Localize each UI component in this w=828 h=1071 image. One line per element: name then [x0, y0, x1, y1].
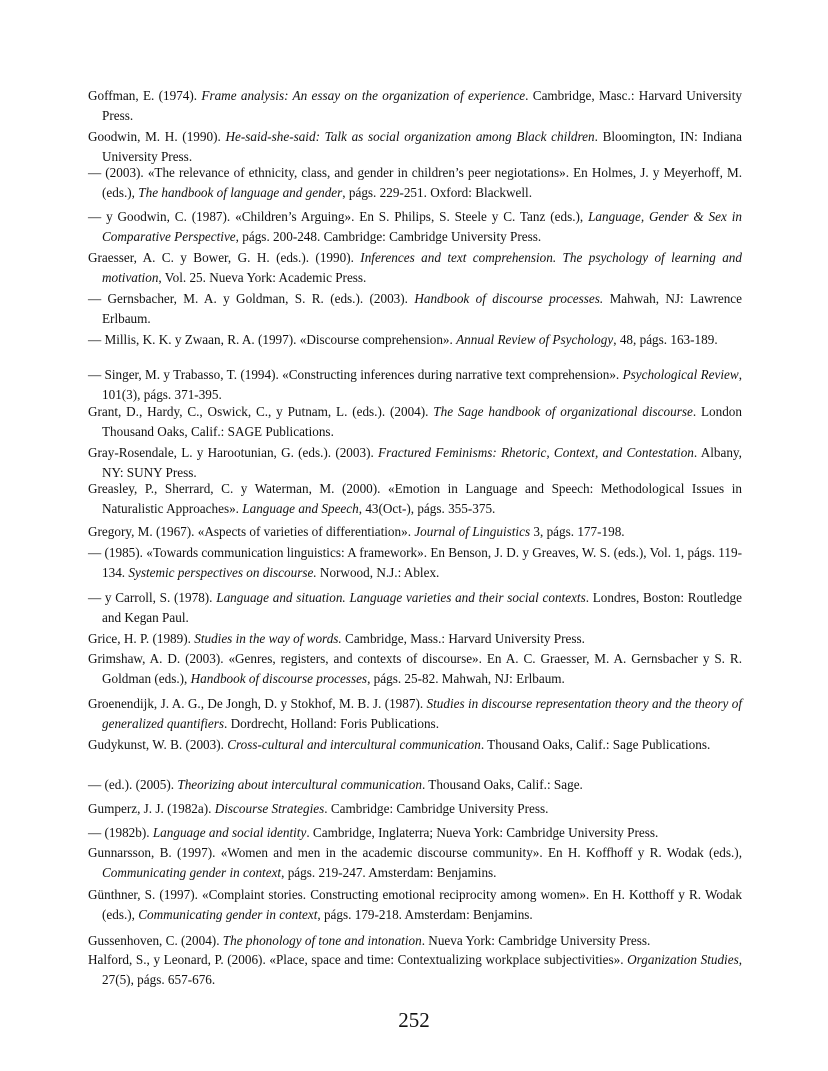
reference-entry: [88, 248, 742, 288]
reference-title: Communicating gender in context: [102, 865, 282, 880]
reference-entry: [88, 649, 742, 689]
reference-entry: [88, 694, 742, 734]
reference-entry: [88, 543, 742, 583]
reference-title: Annual Review of Psychology: [456, 332, 614, 347]
reference-entry: [88, 799, 742, 819]
reference-text: . Bloomington, IN: Indiana University Press.: [102, 129, 743, 164]
reference-title: Frame analysis: An essay on the organization of experience: [201, 88, 526, 103]
reference-entry: [88, 127, 742, 167]
reference-text: — Gernsbacher, M. A. y Goldman, S. R. (eds.). (2003).: [88, 291, 415, 306]
reference-text: Halford, S., y Leonard, P. (2006). «Place, space and time: Contextualizing workplace subjectivities».: [88, 952, 628, 967]
reference-text: . Cambridge: Cambridge University Press.: [324, 801, 549, 816]
page-number: 252: [398, 1008, 430, 1032]
reference-text: , 27(5), págs. 657-676.: [102, 952, 742, 987]
reference-title: He-said-she-said: Talk as social organization among Black children: [225, 129, 595, 144]
reference-title: Inferences and text comprehension. The psychology of learning and motivation: [102, 250, 742, 285]
reference-entry: [88, 207, 742, 247]
reference-entry: [88, 163, 742, 203]
reference-text: . Dordrecht, Holland: Foris Publications.: [223, 716, 439, 731]
reference-title: The phonology of tone and intonation: [222, 933, 422, 948]
reference-title: Organization Studies: [627, 952, 739, 967]
reference-title: Language and social identity: [152, 825, 307, 840]
reference-entry: [88, 775, 742, 795]
reference-text: . Nueva York: Cambridge University Press.: [421, 933, 651, 948]
reference-entry: [88, 402, 742, 442]
reference-text: — (2003). «The relevance of ethnicity, class, and gender in children’s peer negiotations». En Holmes, J. y Meyerhoff, M. (eds.),: [88, 165, 742, 200]
reference-text: Grant, D., Hardy, C., Oswick, C., y Putnam, L. (eds.). (2004).: [88, 404, 434, 419]
reference-text: Mahwah, NJ: Lawrence Erlbaum.: [102, 291, 743, 326]
reference-title: Studies in discourse representation theory and the theory of generalized quantifiers: [102, 696, 742, 731]
reference-title: Theorizing about intercultural communication: [177, 777, 422, 792]
reference-text: , págs. 229-251. Oxford: Blackwell.: [342, 185, 532, 200]
reference-text: Groenendijk, J. A. G., De Jongh, D. y Stokhof, M. B. J. (1987).: [88, 696, 427, 711]
reference-text: , Vol. 25. Nueva York: Academic Press.: [158, 270, 367, 285]
reference-text: , 43(Oct-), págs. 355-375.: [358, 501, 496, 516]
reference-text: Gregory, M. (1967). «Aspects of varieties of differentiation».: [88, 524, 415, 539]
reference-text: , págs. 179-218. Amsterdam: Benjamins.: [317, 907, 533, 922]
reference-title: Psychological Review: [622, 367, 739, 382]
reference-text: Goodwin, M. H. (1990).: [88, 129, 226, 144]
reference-text: Graesser, A. C. y Bower, G. H. (eds.). (1990).: [88, 250, 361, 265]
reference-text: — Millis, K. K. y Zwaan, R. A. (1997). «Discourse comprehension».: [88, 332, 457, 347]
reference-title: Handbook of discourse processes.: [414, 291, 604, 306]
reference-entry: [88, 931, 742, 951]
reference-title: The Sage handbook of organizational discourse: [433, 404, 693, 419]
reference-entry: [88, 330, 742, 350]
reference-text: , págs. 200-248. Cambridge: Cambridge University Press.: [235, 229, 542, 244]
reference-text: , 101(3), págs. 371-395.: [102, 367, 742, 402]
reference-text: — (1985). «Towards communication linguistics: A framework». En Benson, J. D. y Greaves, W. S. (eds.), Vol. 1, págs. 119-134.: [88, 545, 742, 580]
reference-text: . Thousand Oaks, Calif.: Sage Publications.: [480, 737, 711, 752]
reference-text: . Londres, Boston: Routledge and Kegan Paul.: [102, 590, 742, 625]
reference-entry: [88, 588, 742, 628]
reference-text: Norwood, N.J.: Ablex.: [316, 565, 440, 580]
reference-entry: [88, 522, 742, 542]
reference-text: — y Goodwin, C. (1987). «Children’s Arguing». En S. Philips, S. Steele y C. Tanz (eds.),: [88, 209, 589, 224]
reference-title: Systemic perspectives on discourse.: [128, 565, 317, 580]
reference-text: . Cambridge, Inglaterra; Nueva York: Cambridge University Press.: [306, 825, 659, 840]
reference-entry: [88, 823, 742, 843]
reference-text: , 48, págs. 163-189.: [613, 332, 718, 347]
reference-text: . Cambridge, Masc.: Harvard University Press.: [102, 88, 742, 123]
reference-text: Gunnarsson, B. (1997). «Women and men in the academic discourse community». En H. Koffhoff y R. Wodak (eds.),: [88, 845, 742, 860]
reference-text: Günthner, S. (1997). «Complaint stories. Constructing emotional reciprocity among women». En H. Kotthoff y R. Wodak (eds.),: [88, 887, 742, 922]
reference-entry: [88, 365, 742, 405]
reference-title: Handbook of discourse processes: [190, 671, 368, 686]
reference-text: Grimshaw, A. D. (2003). «Genres, registers, and contexts of discourse». En A. C. Graesser, M. A. Gernsbacher y S. R. Goldman (eds.),: [88, 651, 742, 686]
reference-entry: [88, 843, 742, 883]
reference-title: Journal of Linguistics: [414, 524, 531, 539]
reference-entry: [88, 950, 742, 990]
reference-text: Gussenhoven, C. (2004).: [88, 933, 223, 948]
reference-title: The handbook of language and gender: [138, 185, 343, 200]
reference-text: Goffman, E. (1974).: [88, 88, 202, 103]
reference-text: Gudykunst, W. B. (2003).: [88, 737, 228, 752]
reference-title: Fractured Feminisms: Rhetoric, Context, and Contestation: [378, 445, 694, 460]
reference-title: Discourse Strategies: [214, 801, 325, 816]
reference-entry: [88, 629, 742, 649]
reference-text: — Singer, M. y Trabasso, T. (1994). «Constructing inferences during narrative text comprehension».: [88, 367, 623, 382]
reference-entry: [88, 86, 742, 126]
reference-text: Gumperz, J. J. (1982a).: [88, 801, 215, 816]
reference-title: Language and Speech: [242, 501, 359, 516]
reference-text: , págs. 25-82. Mahwah, NJ: Erlbaum.: [367, 671, 565, 686]
reference-text: , págs. 219-247. Amsterdam: Benjamins.: [281, 865, 497, 880]
reference-text: — y Carroll, S. (1978).: [88, 590, 217, 605]
reference-text: Cambridge, Mass.: Harvard University Press.: [341, 631, 585, 646]
reference-entry: [88, 735, 742, 755]
reference-text: — (1982b).: [88, 825, 153, 840]
reference-entry: [88, 443, 742, 483]
reference-entry: [88, 885, 742, 925]
reference-text: — (ed.). (2005).: [88, 777, 178, 792]
reference-text: . Albany, NY: SUNY Press.: [102, 445, 742, 480]
reference-text: 3, págs. 177-198.: [530, 524, 625, 539]
reference-text: . London Thousand Oaks, Calif.: SAGE Publications.: [102, 404, 742, 439]
reference-entry: [88, 479, 742, 519]
reference-title: Language, Gender & Sex in Comparative Perspective: [102, 209, 742, 244]
reference-text: Grice, H. P. (1989).: [88, 631, 195, 646]
reference-title: Studies in the way of words.: [194, 631, 342, 646]
reference-text: . Thousand Oaks, Calif.: Sage.: [421, 777, 583, 792]
reference-title: Communicating gender in context: [138, 907, 318, 922]
reference-title: Cross-cultural and intercultural communication: [227, 737, 481, 752]
reference-text: Greasley, P., Sherrard, C. y Waterman, M. (2000). «Emotion in Language and Speech: Methodological Issues in Naturalistic Approaches».: [88, 481, 742, 516]
reference-title: Language and situation. Language varieties and their social contexts: [216, 590, 586, 605]
reference-text: Gray-Rosendale, L. y Harootunian, G. (eds.). (2003).: [88, 445, 379, 460]
reference-entry: [88, 289, 742, 329]
